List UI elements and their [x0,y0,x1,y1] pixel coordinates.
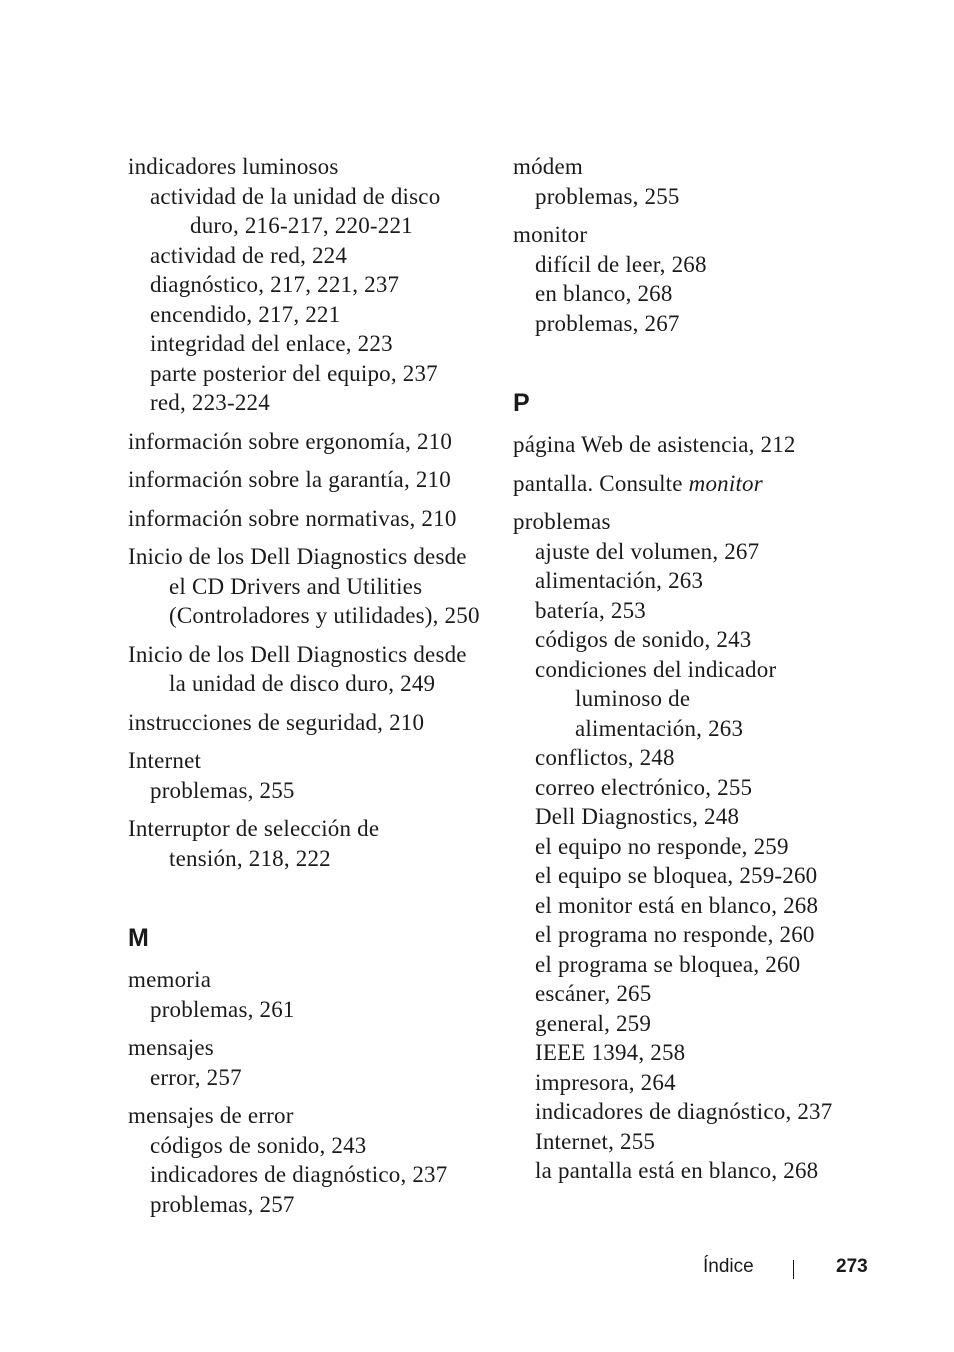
index-text: Inicio de los Dell Diagnostics desde [128,544,467,569]
entry-gap [128,456,488,465]
index-subterm [513,596,893,626]
index-text: problemas, 257 [150,1191,295,1217]
index-text: el programa se bloquea, 260 [535,951,801,977]
index-subterm [513,1009,893,1039]
index-entry [128,1101,488,1219]
index-text: alimentación, 263 [535,568,704,593]
left-index-column [128,152,488,1219]
index-text: la unidad de disco duro, 249 [169,671,436,696]
index-subterm [513,182,893,212]
index-text: impresora, 264 [535,1069,676,1095]
index-text: batería, 253 [535,597,646,623]
index-text: escáner, 265 [535,981,652,1006]
entry-gap [128,737,488,746]
index-text: actividad de la unidad de disco [150,183,441,209]
index-subterm [513,250,893,280]
index-text: difícil de leer, 268 [535,251,707,277]
index-entry [128,542,488,631]
footer-section-title: Índice [703,1256,754,1277]
page-number: 273 [836,1256,868,1277]
entry-gap [128,805,488,814]
index-subterm [128,995,488,1025]
entry-gap [128,495,488,504]
index-subterm [513,920,893,950]
index-subterm [513,1156,893,1186]
index-text: información sobre ergonomía, 210 [128,428,453,454]
index-text: ajuste del volumen, 267 [535,538,760,564]
index-entry [128,152,488,418]
index-entry [513,469,893,499]
index-text: Internet, 255 [535,1128,656,1154]
index-text: luminoso de [575,686,691,711]
index-entry [128,965,488,1024]
index-entry [128,465,488,495]
entry-gap [513,211,893,220]
index-text: instrucciones de seguridad, 210 [128,709,425,735]
index-text: integridad del enlace, 223 [150,331,393,356]
index-entry [128,746,488,805]
index-text: Inicio de los Dell Diagnostics desde [128,641,467,667]
index-text: indicadores de diagnóstico, 237 [150,1162,448,1187]
entry-gap [128,631,488,640]
index-text: alimentación, 263 [575,715,744,741]
index-subterm [513,891,893,921]
index-subterm [513,279,893,309]
index-text: mensajes [128,1035,214,1060]
index-text: indicadores luminosos [128,154,339,179]
index-subterm [513,714,893,744]
index-term [128,152,488,182]
index-entry [513,507,893,1186]
index-subterm [128,776,488,806]
index-term [128,965,488,995]
index-subterm [128,329,488,359]
index-subterm [513,950,893,980]
index-subterm [128,601,488,631]
index-text: módem [513,154,583,179]
index-term [128,542,488,572]
index-term [513,430,893,460]
index-entry [128,1033,488,1092]
index-entry [513,430,893,460]
index-entry [128,504,488,534]
index-text: el CD Drivers and Utilities [169,573,423,599]
index-text: encendido, 217, 221 [150,301,341,327]
index-subterm [513,832,893,862]
index-term [128,504,488,534]
index-subterm [128,241,488,271]
index-subterm [128,1063,488,1093]
index-text: general, 259 [535,1010,652,1036]
index-subterm [513,773,893,803]
entry-gap [128,533,488,542]
index-text: información sobre normativas, 210 [128,505,457,531]
index-entry [513,220,893,338]
index-text: en blanco, 268 [535,281,673,306]
index-text: red, 223-224 [150,390,270,415]
index-subterm [513,979,893,1009]
index-text: problemas [513,509,611,534]
index-text: problemas, 255 [535,183,680,209]
index-text: pantalla. Consulte [513,470,689,496]
index-text: actividad de red, 224 [150,242,348,268]
index-term [513,152,893,182]
index-term [128,746,488,776]
index-text: correo electrónico, 255 [535,774,753,800]
index-text: el monitor está en blanco, 268 [535,892,819,918]
index-subterm [128,388,488,418]
entry-gap [128,1092,488,1101]
index-subterm [128,1160,488,1190]
index-entry [128,427,488,457]
index-subterm [513,1068,893,1098]
index-text: monitor [513,222,588,247]
index-text: problemas, 261 [150,996,295,1022]
index-subterm [513,861,893,891]
index-text: tensión, 218, 222 [169,845,331,871]
index-subterm [513,537,893,567]
cross-reference: monitor [688,470,763,496]
index-subterm [513,655,893,685]
index-text: códigos de sonido, 243 [150,1132,367,1158]
index-text: memoria [128,967,212,992]
index-subterm [128,182,488,212]
index-text: problemas, 255 [150,777,295,803]
index-text: Internet [128,748,202,773]
index-text: Dell Diagnostics, 248 [535,804,740,829]
index-term [513,469,893,499]
index-entry [128,640,488,699]
entry-gap [128,699,488,708]
index-term [128,640,488,670]
index-subterm [513,1038,893,1068]
index-term [128,427,488,457]
index-text: duro, 216-217, 220-221 [190,213,413,238]
index-text: el equipo no responde, 259 [535,833,789,859]
index-text: problemas, 267 [535,310,680,336]
index-text: información sobre la garantía, 210 [128,467,451,492]
index-term [128,708,488,738]
index-term [128,465,488,495]
index-text: IEEE 1394, 258 [535,1040,686,1065]
section-gap [128,873,488,923]
entry-gap [513,460,893,469]
index-term [128,814,488,844]
section-letter-heading: M [128,924,149,952]
right-index-column [513,152,893,1186]
index-text: condiciones del indicador [535,656,777,682]
footer-separator [793,1260,794,1279]
index-subterm [513,566,893,596]
entry-gap [128,1024,488,1033]
index-text: el equipo se bloquea, 259-260 [535,863,818,888]
index-subterm [513,309,893,339]
index-text: página Web de asistencia, 212 [513,432,796,457]
index-subterm [513,684,893,714]
index-subterm [128,572,488,602]
index-text: Interruptor de selección de [128,816,380,841]
index-subterm [128,1131,488,1161]
index-term [128,1101,488,1131]
index-entry [513,152,893,211]
index-subterm [128,844,488,874]
index-subterm [513,1127,893,1157]
index-subterm [128,1190,488,1220]
index-text: códigos de sonido, 243 [535,627,752,652]
index-subterm [128,300,488,330]
index-text: la pantalla está en blanco, 268 [535,1158,819,1183]
index-text: conflictos, 248 [535,745,675,770]
index-subterm [128,211,488,241]
page-footer [0,1256,954,1282]
index-subterm [513,743,893,773]
index-text: el programa no responde, 260 [535,922,815,947]
index-text: indicadores de diagnóstico, 237 [535,1099,833,1124]
index-entry [128,814,488,873]
index-text: (Controladores y utilidades), 250 [169,603,480,628]
entry-gap [513,498,893,507]
index-entry [128,708,488,738]
index-subterm [128,669,488,699]
index-text: diagnóstico, 217, 221, 237 [150,272,400,297]
index-text: mensajes de error [128,1103,294,1128]
index-subterm [513,802,893,832]
index-text: parte posterior del equipo, 237 [150,360,438,386]
index-subterm [128,359,488,389]
index-text: error, 257 [150,1064,242,1090]
index-subterm [128,270,488,300]
section-gap [513,338,893,388]
entry-gap [128,418,488,427]
index-subterm [513,1097,893,1127]
index-subterm [513,625,893,655]
section-letter-heading: P [513,389,530,417]
index-term [128,1033,488,1063]
index-term [513,507,893,537]
index-term [513,220,893,250]
